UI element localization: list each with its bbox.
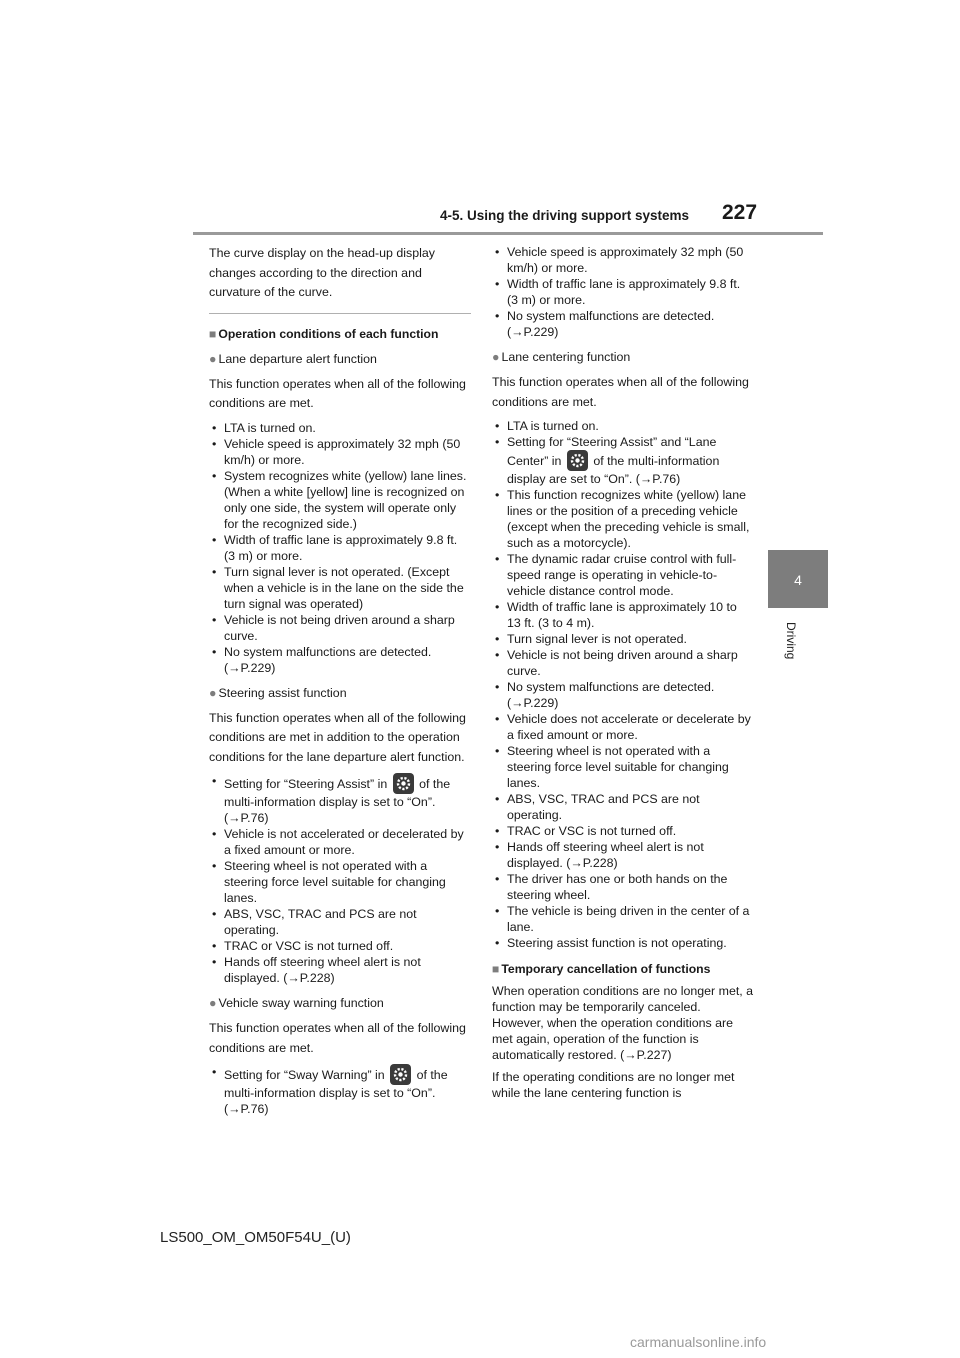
list-item: • The dynamic radar cruise control with full-speed range is operating in vehicle-to-vehicle distance control mode. bbox=[492, 551, 754, 599]
list-item: • No system malfunctions are detected. (→P.229) bbox=[209, 644, 471, 676]
list-item: • Turn signal lever is not operated. (Except when a vehicle is in the lane on the side the turn signal was operated) bbox=[209, 564, 471, 612]
tc-paragraph-2: If the operating conditions are no longer met while the lane centering function is bbox=[492, 1070, 735, 1100]
watermark: carmanualsonline.info bbox=[630, 1334, 767, 1350]
list-item: • Setting for “Sway Warning” in of the multi-information display is set to “On”. (→P.76) bbox=[209, 1064, 471, 1117]
sa-conditions-list bbox=[209, 773, 471, 986]
list-item: • Width of traffic lane is approximately 9.8 ft. (3 m) or more. bbox=[492, 276, 754, 308]
settings-gear-icon bbox=[393, 773, 414, 794]
square-bullet-icon: ■ bbox=[492, 962, 500, 976]
list-item: • Vehicle speed is approximately 32 mph (50 km/h) or more. bbox=[209, 436, 471, 468]
list-item: • LTA is turned on. bbox=[492, 418, 754, 434]
list-item: • Steering wheel is not operated with a steering force level suitable for changing lanes. bbox=[492, 743, 754, 791]
circle-bullet-icon: ● bbox=[492, 350, 500, 364]
settings-gear-icon bbox=[390, 1064, 411, 1085]
tc-paragraph: When operation conditions are no longer met, a function may be temporarily canceled. However, when the operation conditions are met again, operation of the function is automatically restored. (→P.227) bbox=[492, 984, 754, 1062]
list-item: • Steering wheel is not operated with a steering force level suitable for changing lanes. bbox=[209, 858, 471, 906]
circle-bullet-icon: ● bbox=[209, 351, 217, 366]
list-item: • Vehicle is not being driven around a sharp curve. bbox=[492, 647, 754, 679]
list-item: • No system malfunctions are detected. (→P.229) bbox=[492, 308, 754, 340]
list-item: • Width of traffic lane is approximately 9.8 ft. (3 m) or more. bbox=[209, 532, 471, 564]
subheading-steering-assist: ● Steering assist function bbox=[209, 685, 347, 700]
section-title: 4-5. Using the driving support systems bbox=[439, 208, 689, 223]
list-item: • Setting for “Steering Assist” and “Lane Center” in of the multi-information display are set to “On”. (→P.76) bbox=[492, 434, 754, 487]
subheading-vehicle-sway: ● Vehicle sway warning function bbox=[209, 996, 384, 1010]
left-column bbox=[209, 244, 471, 1121]
chapter-tab[interactable] bbox=[768, 550, 828, 608]
list-item: • Vehicle is not being driven around a sharp curve. bbox=[209, 612, 471, 644]
list-item: • TRAC or VSC is not turned off. bbox=[492, 823, 754, 839]
page-number: 227 bbox=[722, 201, 758, 224]
intro-paragraph: The curve display on the head-up display changes according to the direction and curvature of the curve. bbox=[209, 246, 435, 299]
list-item: • Width of traffic lane is approximately 10 to 13 ft. (3 to 4 m). bbox=[492, 599, 754, 631]
list-item: • Hands off steering wheel alert is not displayed. (→P.228) bbox=[209, 954, 471, 986]
settings-gear-icon bbox=[567, 450, 588, 471]
circle-bullet-icon: ● bbox=[209, 996, 217, 1010]
circle-bullet-icon: ● bbox=[209, 685, 217, 700]
list-item: • Hands off steering wheel alert is not displayed. (→P.228) bbox=[492, 839, 754, 871]
list-item: • Turn signal lever is not operated. bbox=[492, 631, 754, 647]
lda-intro: This function operates when all of the following conditions are met. bbox=[209, 376, 466, 410]
vsw-conditions-list bbox=[209, 1064, 471, 1117]
list-item: • This function recognizes white (yellow) lane lines or the position of a preceding vehicle (except when the preceding vehicle is small, such as a motorcycle). bbox=[492, 487, 754, 551]
chapter-tab-label: Driving bbox=[784, 622, 798, 660]
list-item: • The driver has one or both hands on the steering wheel. bbox=[492, 871, 754, 903]
list-item: • The vehicle is being driven in the center of a lane. bbox=[492, 903, 754, 935]
divider bbox=[209, 313, 471, 314]
list-item: • Vehicle is not accelerated or decelerated by a fixed amount or more. bbox=[209, 826, 471, 858]
lda-conditions-list bbox=[209, 420, 471, 676]
list-item: • ABS, VSC, TRAC and PCS are not operating. bbox=[209, 906, 471, 938]
header-rule bbox=[193, 232, 823, 235]
sa-intro: This function operates when all of the following conditions are met in addition to the operation conditions for the lane departure alert function. bbox=[209, 710, 466, 764]
subheading-lane-centering: ● Lane centering function bbox=[492, 350, 631, 364]
right-column bbox=[492, 244, 754, 1107]
vsw-intro: This function operates when all of the following conditions are met. bbox=[209, 1021, 466, 1055]
list-item: • LTA is turned on. bbox=[209, 420, 471, 436]
section-heading-temporary-cancellation: ■ Temporary cancellation of functions bbox=[492, 962, 711, 976]
document-code: LS500_OM_OM50F54U_(U) bbox=[160, 1229, 351, 1246]
list-item: • TRAC or VSC is not turned off. bbox=[209, 938, 471, 954]
lc-intro: This function operates when all of the following conditions are met. bbox=[492, 375, 749, 409]
lc-conditions-list bbox=[492, 418, 754, 951]
list-item: • Steering assist function is not operating. bbox=[492, 935, 754, 951]
list-item: • Vehicle does not accelerate or decelerate by a fixed amount or more. bbox=[492, 711, 754, 743]
square-bullet-icon: ■ bbox=[209, 326, 217, 341]
section-heading-operation: ■ Operation conditions of each function bbox=[209, 326, 439, 341]
list-item: • ABS, VSC, TRAC and PCS are not operating. bbox=[492, 791, 754, 823]
list-item: • Setting for “Steering Assist” in of the multi-information display is set to “On”. (→P.76) bbox=[209, 773, 471, 826]
chapter-tab-number: 4 bbox=[794, 572, 802, 588]
vsw-conditions-list-continued bbox=[492, 244, 754, 340]
list-item: • System recognizes white (yellow) lane lines. (When a white [yellow] line is recognized on only one side, the system will operate only for the recognized side.) bbox=[209, 468, 471, 532]
list-item: • No system malfunctions are detected. (→P.229) bbox=[492, 679, 754, 711]
list-item: • Vehicle speed is approximately 32 mph (50 km/h) or more. bbox=[492, 244, 754, 276]
subheading-lane-departure: ● Lane departure alert function bbox=[209, 351, 377, 366]
